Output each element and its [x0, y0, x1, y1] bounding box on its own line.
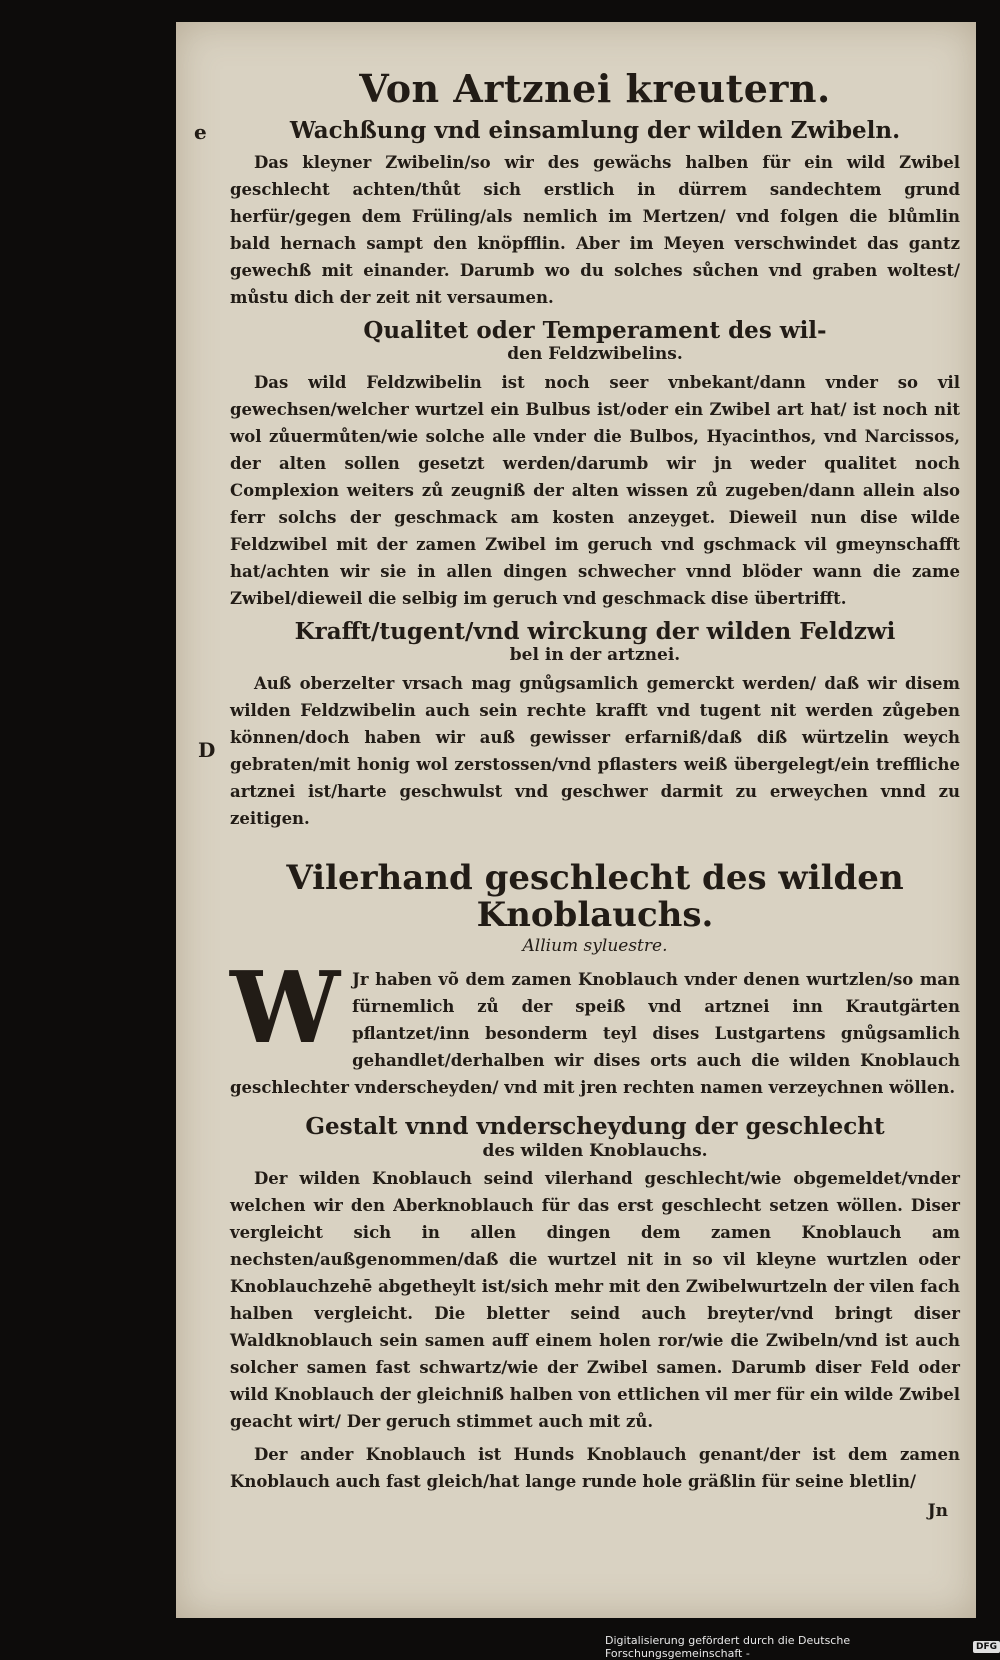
section-growth — [230, 117, 960, 311]
section-quality — [230, 317, 960, 612]
margin-mark-d: D — [198, 738, 216, 762]
section-title-text: Krafft/tugent/vnd wirckung der wilden Feldzwi — [294, 617, 896, 645]
section-title-text: Qualitet oder Temperament des wil- — [363, 316, 827, 344]
chapter-title: Vilerhand geschlecht des wilden Knoblauchs. — [286, 857, 904, 935]
paragraph: Jr haben võ dem zamen Knoblauch vnder denen wurtzlen/so man fürnemlich zů der speiß vnd artznei inn Krautgärten pflantzet/inn besonderm teyl dises Lustgartens gnůgsamlich gehandlet/derhalben wir dises orts auch die wilden Knoblauch geschlechter vnderscheyden/ vnd mit jren rechten namen verzeychnen wöllen. — [230, 970, 960, 1098]
section-title-text: Gestalt vnnd vnderscheydung der geschlecht — [305, 1113, 885, 1141]
drop-cap: W — [230, 951, 341, 1067]
section-title-text: Wachßung vnd einsamlung der wilden Zwibeln. — [289, 117, 901, 144]
section-title — [230, 1113, 960, 1161]
section-subtitle: bel in der artznei. — [509, 645, 681, 666]
digitization-footer — [605, 1634, 1000, 1660]
section-title — [230, 317, 960, 365]
paragraph: Das kleyner Zwibelin/so wir des gewächs halben für ein wild Zwibel geschlecht achten/thůt sich erstlich in dürrem sandechtem grund herfür/gegen dem Früling/als nemlich im Mertzen/ vnd folgen die blůmlin bald hernach sampt den knöpfflin. Aber im Meyen verschwindet das gantz gewechß mit einander. Darumb wo du solches sůchen vnd graben woltest/ můstu dich der zeit nit versaumen. — [230, 152, 960, 307]
catchword: Jn — [927, 1501, 948, 1522]
section-title — [230, 618, 960, 666]
paragraph: Auß oberzelter vrsach mag gnůgsamlich gemerckt werden/ daß wir disem wilden Feldzwibelin auch sein rechte krafft vnd tugent nit werden zůgeben können/doch haben wir auß gewisser erfarniß/daß diß würtzelin weych gebraten/mit honig wol zerstossen/vnd pflasters weiß übergelegt/ein treffliche artznei ist/harte geschwulst vnd geschwer darmit zu erweychen vnnd zu zeitigen. — [230, 673, 960, 828]
section-shape — [230, 1113, 960, 1522]
text-block — [230, 66, 960, 1522]
paragraph: Das wild Feldzwibelin ist noch seer vnbekant/dann vnder so vil gewechsen/welcher wurtzel ein Bulbus ist/oder ein Zwibel art hat/ ist noch nit wol zůuermůten/wie solche alle vnder die Bulbos, Hyacinthos, vnd Narcissos, der alten sollen gesetzt werden/darumb wir jn weder qualitet noch Complexion weiters zů zeugniß der alten wissen zů zugeben/dann allein also ferr solchs der geschmack am kosten anzeyget. Dieweil nun dise wilde Feldzwibel mit der zamen Zwibel im geruch vnd gschmack vil gmeynschafft hat/achten wir sie in allen dingen schwecher vnnd blöder wann die zame Zwibel/dieweil die selbig im geruch vnd geschmack dise übertrifft. — [230, 372, 960, 608]
section-subtitle: des wilden Knoblauchs. — [482, 1140, 708, 1161]
dfg-logo: DFG — [973, 1641, 1000, 1653]
running-head: Von Artznei kreutern. — [359, 66, 831, 111]
paragraph: Der ander Knoblauch ist Hunds Knoblauch genant/der ist dem zamen Knoblauch auch fast gleich/hat lange runde hole gräßlin für seine bletlin/ — [230, 1445, 960, 1492]
paragraph: Der wilden Knoblauch seind vilerhand geschlecht/wie obgemeldet/vnder welchen wir den Aberknoblauch für das erst geschlecht setzen wöllen. Diser vergleicht sich in allen dingen dem zamen Knoblauch am nechsten/außgenommen/daß die wurtzel nit in so vil kleyne wurtzlen oder Knoblauchzehē abgetheylt ist/sich mehr mit den Zwibelwurtzeln der vilen fach halben vergleicht. Die bletter seind auch breyter/vnd bringt diser Waldknoblauch sein samen auff einem holen ror/wie die Zwibeln/vnd ist auch solcher samen fast schwartz/wie der Zwibel samen. Darumb diser Feld oder wild Knoblauch der gleichniß halben von ettlichen vil mer für ein wilde Zwibel geacht wirt/ Der geruch stimmet auch mit zů. — [230, 1169, 960, 1432]
section-virtue — [230, 618, 960, 832]
section-subtitle: den Feldzwibelins. — [507, 344, 683, 365]
section-title — [230, 117, 960, 145]
margin-mark-e: e — [194, 120, 207, 144]
chapter-intro — [230, 951, 960, 1107]
book-page — [176, 22, 976, 1618]
footer-credit: Digitalisierung gefördert durch die Deutsche Forschungsgemeinschaft - — [605, 1634, 851, 1660]
latin-name: Allium syluestre. — [522, 936, 668, 957]
